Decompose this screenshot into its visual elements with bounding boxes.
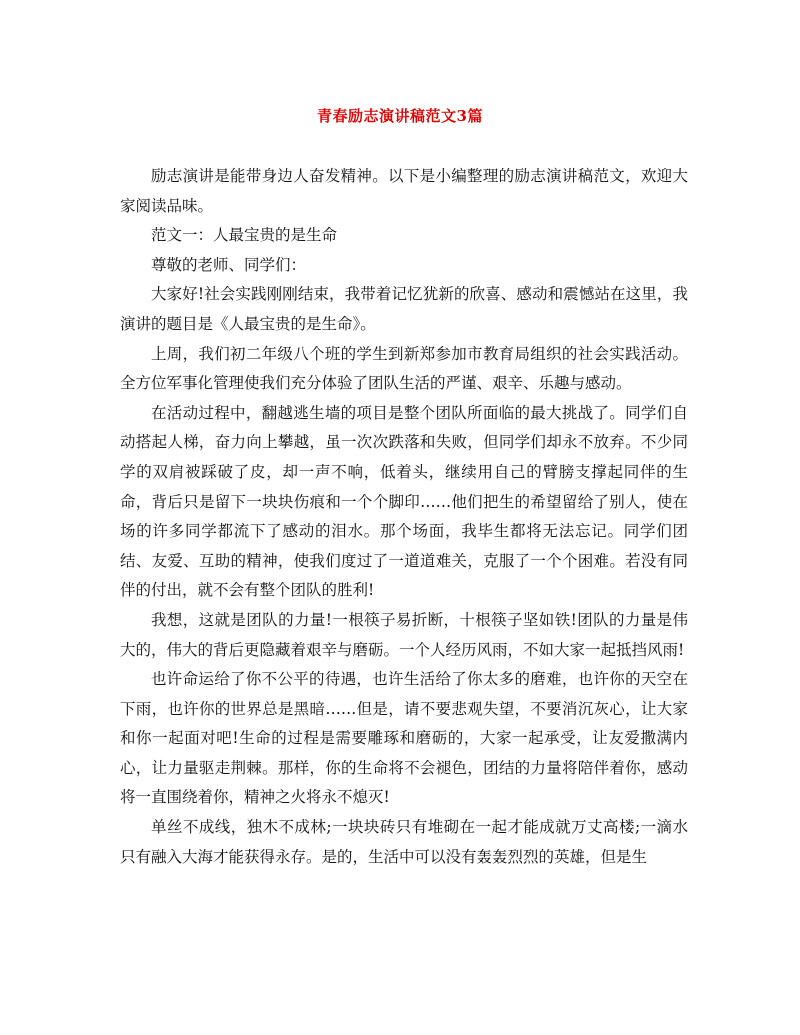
paragraph-greeting: 大家好!社会实践刚刚结束，我带着记忆犹新的欣喜、感动和震憾站在这里，我演讲的题目是《人最宝贵的是生命》。: [120, 285, 688, 333]
paragraph-fate: 也许命运给了你不公平的待遇，也许生活给了你太多的磨难，也许你的天空在下雨，也许你的世界总是黑暗……但是，请不要悲观失望，不要消沉灰心，让大家和你一起面对吧!生命的过程是需要雕琢和磨砺的，大家一起承受，让友爱撒满内心，让力量驱走荆棘。那样，你的生命将不会褪色，团结的力量将陪伴着你，感动将一直围绕着你，精神之火将永不熄灭!: [120, 670, 688, 807]
paragraph-team-strength: 我想，这就是团队的力量!一根筷子易折断，十根筷子坚如铁!团队的力量是伟大的，伟大的背后更隐藏着艰辛与磨砺。一个人经历风雨，不如大家一起抵挡风雨!: [120, 610, 688, 659]
paragraph-single-thread: 单丝不成线，独木不成林;一块块砖只有堆砌在一起才能成就万丈高楼;一滴水只有融入大海才能获得永存。是的，生活中可以没有轰轰烈烈的英雄，但是生: [120, 818, 688, 866]
paragraph-last-week: 上周，我们初二年级八个班的学生到新郑参加市教育局组织的社会实践活动。全方位军事化管理使我们充分体验了团队生活的严谨、艰辛、乐趣与感动。: [120, 344, 688, 393]
paragraph-intro: 励志演讲是能带身边人奋发精神。以下是小编整理的励志演讲稿范文，欢迎大家阅读品味。: [120, 167, 688, 215]
document-title: 青春励志演讲稿范文3篇: [317, 107, 483, 125]
paragraph-activity: 在活动过程中，翻越逃生墙的项目是整个团队所面临的最大挑战了。同学们自动搭起人梯，奋力向上攀越，虽一次次跌落和失败，但同学们却永不放弃。不少同学的双肩被踩破了皮，却一声不响，低着头，继续用自己的臂膀支撑起同伴的生命，背后只是留下一块块伤痕和一个个脚印……他们把生的希望留给了别人，使在场的许多同学都流下了感动的泪水。那个场面，我毕生都将无法忘记。同学们团结、友爱、互助的精神，使我们度过了一道道难关，克服了一个个困难。若没有同伴的付出，就不会有整个团队的胜利!: [120, 403, 688, 600]
paragraph-salutation: 尊敬的老师、同学们：: [151, 255, 307, 274]
paragraph-sample-one-heading: 范文一：人最宝贵的是生命: [151, 226, 338, 245]
document-body: [120, 162, 688, 872]
